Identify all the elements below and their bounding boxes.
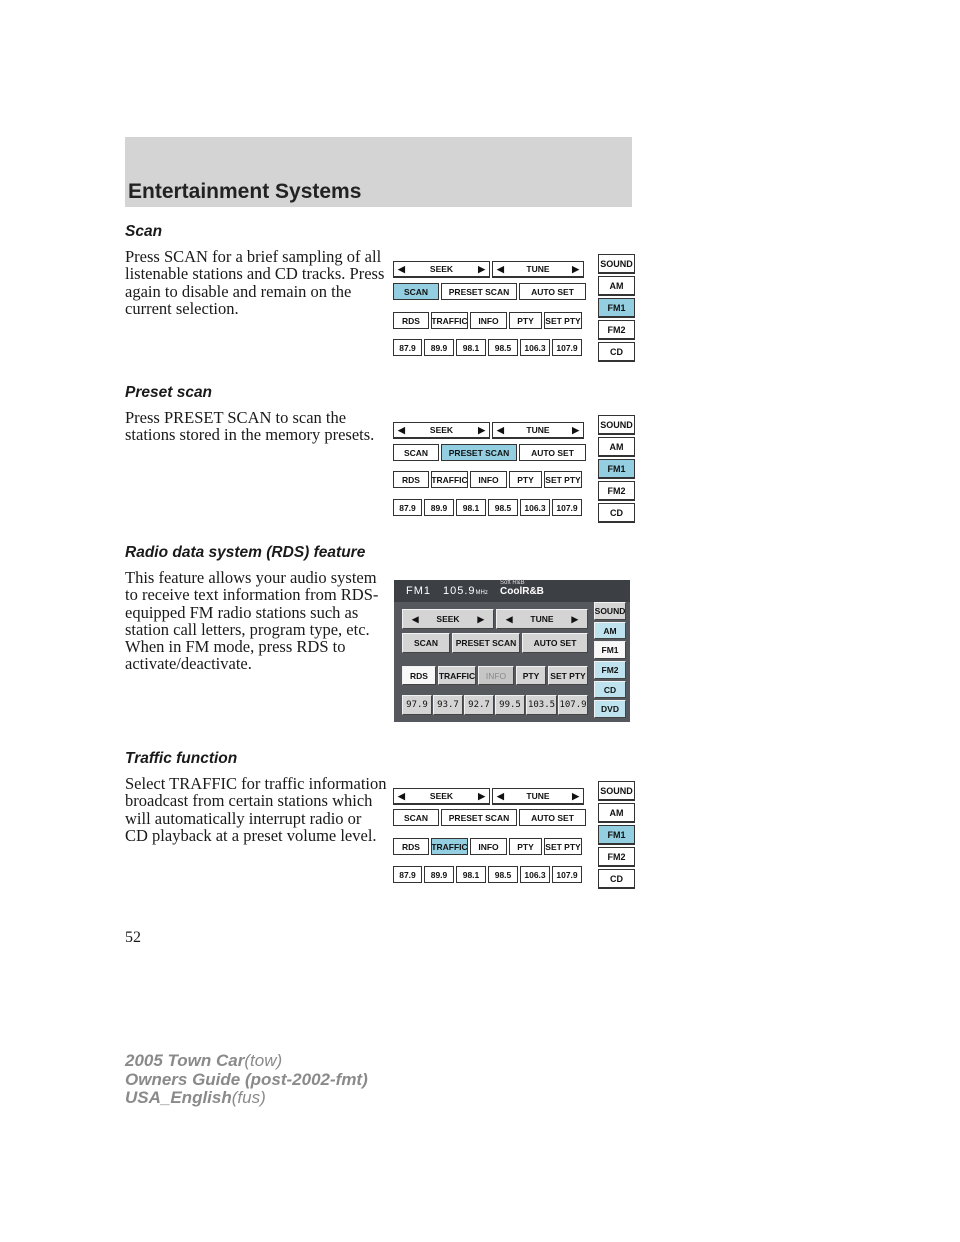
page-title: Entertainment Systems [128,180,362,203]
rds-button[interactable]: RDS [402,666,436,685]
preset-2-button[interactable]: 89.9 [424,339,454,356]
fm1-button[interactable]: FM1 [598,459,635,479]
info-button[interactable]: INFO [470,312,507,329]
traffic-button[interactable]: TRAFFIC [438,666,476,685]
seek-button[interactable]: ◀ SEEK ▶ [393,788,490,805]
sound-button[interactable]: SOUND [598,781,635,801]
set-pty-button[interactable]: SET PTY [544,312,582,329]
fm2-button[interactable]: FM2 [594,661,626,679]
preset-6-button[interactable]: 107.9 [552,499,582,516]
cd-button[interactable]: CD [598,503,635,523]
info-button[interactable]: INFO [470,838,507,855]
pty-button[interactable]: PTY [509,312,542,329]
tune-left-arrow-icon: ◀ [497,424,504,435]
preset-4-button[interactable]: 98.5 [488,339,518,356]
pty-button[interactable]: PTY [509,838,542,855]
seek-left-arrow-icon: ◀ [398,424,405,435]
info-button[interactable]: INFO [470,471,507,488]
seek-right-arrow-icon: ▶ [478,263,485,274]
am-button[interactable]: AM [598,276,635,296]
preset-1-button[interactable]: 97.9 [402,695,432,715]
preset-1-button[interactable]: 87.9 [393,339,422,356]
auto-set-button[interactable]: AUTO SET [522,633,588,653]
scan-button[interactable]: SCAN [393,444,439,461]
scan-button[interactable]: SCAN [402,633,450,653]
tune-button[interactable]: ◀ TUNE ▶ [492,261,584,278]
preset-scan-button[interactable]: PRESET SCAN [452,633,520,653]
seek-button[interactable]: ◀ SEEK ▶ [393,422,490,439]
preset-2-button[interactable]: 89.9 [424,499,454,516]
rds-button[interactable]: RDS [393,838,429,855]
preset-2-button[interactable]: 89.9 [424,866,454,883]
scan-button[interactable]: SCAN [393,809,439,826]
am-button[interactable]: AM [598,437,635,457]
preset-3-button[interactable]: 98.1 [456,499,486,516]
section-heading-traffic: Traffic function [125,750,238,767]
tune-left-arrow-icon: ◀ [497,263,504,274]
preset-1-button[interactable]: 87.9 [393,499,422,516]
preset-3-button[interactable]: 98.1 [456,866,486,883]
seek-left-arrow-icon: ◀ [398,263,405,274]
sound-button[interactable]: SOUND [594,602,626,620]
set-pty-button[interactable]: SET PTY [544,838,582,855]
fm1-button[interactable]: FM1 [598,298,635,318]
set-pty-button[interactable]: SET PTY [544,471,582,488]
rds-button[interactable]: RDS [393,471,429,488]
seek-right-arrow-icon: ▶ [478,424,485,435]
section-heading-scan: Scan [125,223,163,240]
auto-set-button[interactable]: AUTO SET [519,283,586,300]
preset-6-button[interactable]: 107.9 [558,695,588,715]
footer-line-2: Owners Guide (post-2002-fmt) [125,1069,368,1089]
sound-button[interactable]: SOUND [598,415,635,435]
tune-right-arrow-icon: ▶ [571,613,579,624]
tune-left-arrow-icon: ◀ [505,613,513,624]
section-body-traffic: Select TRAFFIC for traffic information broadcast from certain stations which will automatically interrupt radio or CD playback at a preset volume level. [125,774,387,845]
preset-scan-button[interactable]: PRESET SCAN [441,809,517,826]
fm2-button[interactable]: FM2 [598,847,635,867]
band-readout: FM1 [406,585,431,597]
seek-left-arrow-icon: ◀ [411,613,419,624]
preset-5-button[interactable]: 103.5 [526,695,557,715]
sound-button[interactable]: SOUND [598,254,635,274]
cd-button[interactable]: CD [598,869,635,889]
fm2-button[interactable]: FM2 [598,320,635,340]
rds-button[interactable]: RDS [393,312,429,329]
preset-5-button[interactable]: 106.3 [520,499,550,516]
footer [125,1052,368,1108]
auto-set-button[interactable]: AUTO SET [519,809,586,826]
seek-right-arrow-icon: ▶ [478,790,485,801]
preset-4-button[interactable]: 99.5 [495,695,525,715]
traffic-button[interactable]: TRAFFIC [431,471,468,488]
preset-6-button[interactable]: 107.9 [552,866,582,883]
tune-button[interactable]: ◀ TUNE ▶ [492,788,584,805]
cd-button[interactable]: CD [594,681,626,698]
frequency-readout: 105.9MHz [443,585,488,597]
preset-scan-button[interactable]: PRESET SCAN [441,283,517,300]
tune-right-arrow-icon: ▶ [572,263,579,274]
fm1-button[interactable]: FM1 [598,825,635,845]
set-pty-button[interactable]: SET PTY [548,666,588,685]
footer-line-3: USA_English(fus) [125,1088,266,1107]
traffic-button[interactable]: TRAFFIC [431,312,468,329]
page-number: 52 [125,929,141,946]
preset-5-button[interactable]: 106.3 [520,866,550,883]
radio-panel-scan [393,254,633,366]
section-heading-rds: Radio data system (RDS) feature [125,544,366,561]
radio-panel-traffic [393,781,633,893]
preset-scan-button[interactable]: PRESET SCAN [441,444,517,461]
preset-1-button[interactable]: 87.9 [393,866,422,883]
tune-right-arrow-icon: ▶ [572,790,579,801]
scan-button[interactable]: SCAN [393,283,439,300]
tune-right-arrow-icon: ▶ [572,424,579,435]
pty-button[interactable]: PTY [516,666,546,685]
section-heading-preset-scan: Preset scan [125,384,213,401]
preset-3-button[interactable]: 98.1 [456,339,486,356]
preset-6-button[interactable]: 107.9 [552,339,582,356]
am-button[interactable]: AM [594,622,626,639]
cd-button[interactable]: CD [598,342,635,362]
preset-4-button[interactable]: 98.5 [488,499,518,516]
seek-left-arrow-icon: ◀ [398,790,405,801]
preset-2-button[interactable]: 93.7 [433,695,463,715]
seek-button[interactable]: ◀ SEEK ▶ [393,261,490,278]
seek-right-arrow-icon: ▶ [477,613,485,624]
preset-3-button[interactable]: 92.7 [464,695,494,715]
traffic-button[interactable]: TRAFFIC [431,838,468,855]
fm2-button[interactable]: FM2 [598,481,635,501]
program-type-readout: Soft R&B [500,580,525,586]
info-button[interactable]: INFO [478,666,514,685]
am-button[interactable]: AM [598,803,635,823]
station-name-readout: CoolR&B [500,586,544,597]
rds-status-bar [394,580,630,602]
tune-button[interactable]: ◀ TUNE ▶ [496,609,588,629]
rds-display-panel [394,580,630,722]
section-body-preset-scan: Press PRESET SCAN to scan the stations stored in the memory presets. [125,408,375,445]
footer-line-1: 2005 Town Car(tow) [125,1051,283,1070]
preset-4-button[interactable]: 98.5 [488,866,518,883]
seek-button[interactable]: ◀ SEEK ▶ [402,609,494,629]
section-body-scan: Press SCAN for a brief sampling of all listenable stations and CD tracks. Press again to disable and remain on the current selection. [125,247,385,318]
dvd-button[interactable]: DVD [594,700,626,718]
tune-button[interactable]: ◀ TUNE ▶ [492,422,584,439]
fm1-button[interactable]: FM1 [594,641,626,659]
auto-set-button[interactable]: AUTO SET [519,444,586,461]
radio-panel-preset-scan [393,415,633,527]
pty-button[interactable]: PTY [509,471,542,488]
tune-left-arrow-icon: ◀ [497,790,504,801]
section-body-rds: This feature allows your audio system to receive text information from RDS-equipped FM radio stations such as station call letters, program type, etc. When in FM mode, press RDS to activate/deactivate. [125,568,379,674]
preset-5-button[interactable]: 106.3 [520,339,550,356]
